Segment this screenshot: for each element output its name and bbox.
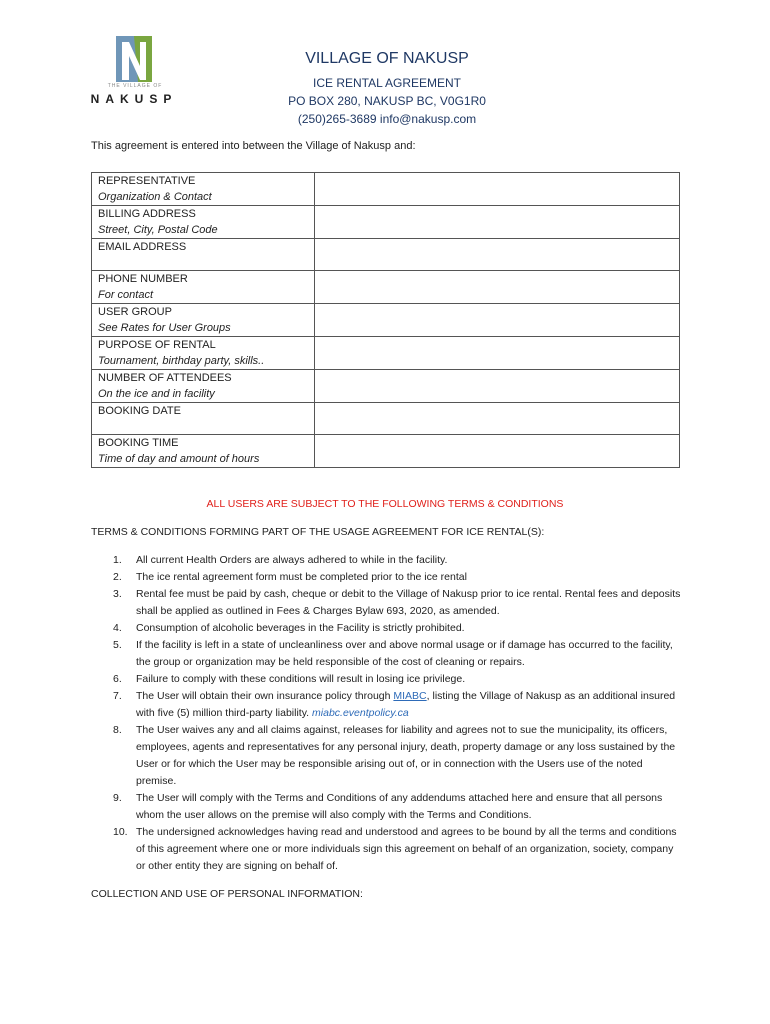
list-number: 10. (113, 826, 128, 838)
form-label: PURPOSE OF RENTAL (98, 339, 216, 351)
list-item (91, 722, 681, 790)
term-text: Rental fee must be paid by cash, cheque or debit to the Village of Nakusp prior to ice rental. Rental fees and deposits shall be applied as outlined in Fees & Charges Bylaw 693, 2020, as amended. (136, 588, 681, 617)
term-text: The ice rental agreement form must be completed prior to the ice rental (136, 571, 467, 583)
billing-address-field[interactable] (315, 206, 680, 239)
form-row-booking-time (92, 435, 680, 468)
list-item (91, 552, 681, 569)
form-label-cell (92, 206, 315, 239)
number-of-attendees-field[interactable] (315, 370, 680, 403)
list-number: 8. (113, 724, 122, 736)
list-item (91, 620, 681, 637)
page-title: VILLAGE OF NAKUSP (305, 50, 469, 67)
list-item (91, 688, 681, 722)
booking-date-field[interactable] (315, 403, 680, 435)
form-row-email-address (92, 239, 680, 271)
intro-text: This agreement is entered into between the Village of Nakusp and: (91, 140, 416, 152)
form-row-purpose-of-rental (92, 337, 680, 370)
list-number: 3. (113, 588, 122, 600)
purpose-of-rental-field[interactable] (315, 337, 680, 370)
form-label-cell (92, 337, 315, 370)
form-label-cell (92, 304, 315, 337)
nakusp-logo (88, 36, 180, 110)
list-number: 1. (113, 554, 122, 566)
form-hint: Time of day and amount of hours (98, 453, 260, 465)
form-label-cell (92, 173, 315, 206)
form-hint: See Rates for User Groups (98, 322, 231, 334)
booking-time-field[interactable] (315, 435, 680, 468)
form-label: NUMBER OF ATTENDEES (98, 372, 232, 384)
form-label-cell (92, 239, 315, 271)
term-text: All current Health Orders are always adhered to while in the facility. (136, 554, 448, 566)
list-number: 5. (113, 639, 122, 651)
phone-number-field[interactable] (315, 271, 680, 304)
list-number: 6. (113, 673, 122, 685)
form-label-cell (92, 403, 315, 435)
header-address: PO BOX 280, NAKUSP BC, V0G1R0 (288, 94, 486, 108)
representative-field[interactable] (315, 173, 680, 206)
terms-warning: ALL USERS ARE SUBJECT TO THE FOLLOWING TERMS & CONDITIONS (206, 498, 564, 510)
logo-wordmark: NAKUSP (90, 92, 178, 106)
email-address-field[interactable] (315, 239, 680, 271)
form-label: BOOKING DATE (98, 405, 181, 417)
list-item (91, 569, 681, 586)
form-label: BOOKING TIME (98, 437, 179, 449)
terms-list (91, 552, 681, 875)
list-item (91, 586, 681, 620)
form-label: PHONE NUMBER (98, 273, 188, 285)
form-row-phone-number (92, 271, 680, 304)
term-text: , listing the Village of Nakusp as an additional insured with five (5) million third-party liability. (136, 690, 676, 719)
form-label: BILLING ADDRESS (98, 208, 196, 220)
list-item (91, 637, 681, 671)
list-number: 9. (113, 792, 122, 804)
form-label-cell (92, 370, 315, 403)
term-text: The undersigned acknowledges having read and understood and agrees to be bound by all the terms and conditions of this agreement where one or more individuals sign this agreement on behalf of an organization, society, company or other entity they are signing on behalf of. (136, 826, 677, 872)
form-hint: Organization & Contact (98, 191, 212, 203)
term-text: The User will comply with the Terms and Conditions of any addendums attached here and ensure that all persons whom the user allows on the premise will also comply with the Terms and Conditions. (136, 792, 663, 821)
list-number: 4. (113, 622, 122, 634)
term-text: The User waives any and all claims against, releases for liability and agrees not to sue the municipality, its officers, employees, agents and representatives for any personal injury, death, property damage or any loss sustained by the User or for which the User may be responsible arising out of, or in connection with the Users use of the noted premise. (136, 724, 676, 787)
miabc-eventpolicy-link[interactable]: miabc.eventpolicy.ca (312, 707, 409, 719)
list-item (91, 790, 681, 824)
header-contact: (250)265-3689 info@nakusp.com (297, 112, 477, 126)
form-row-billing-address (92, 206, 680, 239)
form-label-cell (92, 271, 315, 304)
form-hint: Street, City, Postal Code (98, 224, 218, 236)
term-text: If the facility is left in a state of uncleanliness over and above normal usage or if damage has occurred to the facility, the group or organization may be held responsible of the cost of cleaning or repairs. (136, 639, 673, 668)
term-text: Consumption of alcoholic beverages in the Facility is strictly prohibited. (136, 622, 465, 634)
term-text: The User will obtain their own insurance policy through (136, 690, 394, 702)
terms-heading: TERMS & CONDITIONS FORMING PART OF THE USAGE AGREEMENT FOR ICE RENTAL(S): (91, 526, 545, 538)
form-row-representative (92, 173, 680, 206)
form-label: EMAIL ADDRESS (98, 241, 187, 253)
rental-form-table (91, 172, 680, 468)
form-row-booking-date (92, 403, 680, 435)
list-number: 2. (113, 571, 122, 583)
nakusp-n-logo-icon (116, 36, 152, 82)
header-subtitle: ICE RENTAL AGREEMENT (312, 76, 462, 90)
list-item (91, 824, 681, 875)
form-row-number-of-attendees (92, 370, 680, 403)
form-row-user-group (92, 304, 680, 337)
term-text: Failure to comply with these conditions will result in losing ice privilege. (136, 673, 466, 685)
form-label: REPRESENTATIVE (98, 175, 196, 187)
user-group-field[interactable] (315, 304, 680, 337)
form-hint: For contact (98, 289, 154, 301)
list-item (91, 671, 681, 688)
document-header (232, 48, 542, 128)
logo-tagline: THE VILLAGE OF (107, 83, 163, 89)
form-hint: Tournament, birthday party, skills.. (98, 355, 265, 367)
form-hint: On the ice and in facility (98, 388, 215, 400)
form-label-cell (92, 435, 315, 468)
form-label: USER GROUP (98, 306, 172, 318)
list-number: 7. (113, 690, 122, 702)
miabc-link[interactable]: MIABC (393, 690, 427, 702)
collection-heading: COLLECTION AND USE OF PERSONAL INFORMATION: (91, 888, 363, 900)
